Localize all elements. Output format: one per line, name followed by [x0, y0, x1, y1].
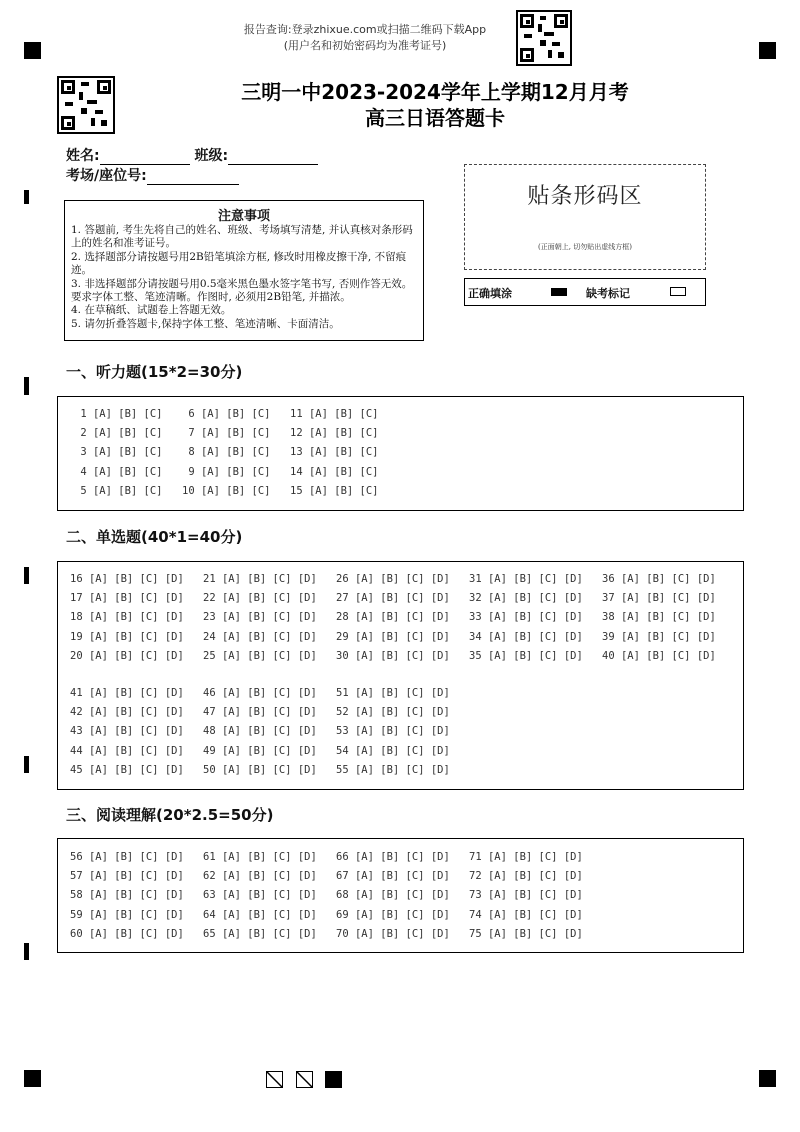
answer-row-q38[interactable]: 38 [A] [B] [C] [D] — [602, 611, 716, 624]
notice-box — [64, 200, 424, 341]
seat-row — [66, 165, 239, 185]
notice-item: 1. 答题前, 考生先将自己的姓名、班级、考场填写清楚, 并认真核对条形码上的姓名和准考证号。 — [71, 224, 413, 250]
answer-row-q32[interactable]: 32 [A] [B] [C] [D] — [469, 592, 583, 605]
answer-row-q43[interactable]: 43 [A] [B] [C] [D] — [70, 725, 184, 738]
section-title-single-choice: 二、单选题(40*1=40分) — [66, 528, 243, 546]
answer-row-q8[interactable]: 8 [A] [B] [C] — [182, 446, 271, 459]
answer-row-q20[interactable]: 20 [A] [B] [C] [D] — [70, 649, 184, 662]
answer-row-q22[interactable]: 22 [A] [B] [C] [D] — [203, 592, 317, 605]
fill-legend — [464, 278, 706, 306]
answer-row-q45[interactable]: 45 [A] [B] [C] [D] — [70, 763, 184, 776]
login-hint-line: (用户名和初始密码均为准考证号) — [283, 39, 447, 52]
notice-item: 2. 选择题部分请按题号用2B铅笔填涂方框, 修改时用橡皮擦干净, 不留痕迹。 — [71, 250, 407, 277]
answer-row-q7[interactable]: 7 [A] [B] [C] — [182, 427, 271, 440]
answer-row-q26[interactable]: 26 [A] [B] [C] [D] — [336, 573, 450, 585]
answer-row-q29[interactable]: 29 [A] [B] [C] [D] — [336, 630, 450, 643]
answer-row-q12[interactable]: 12 [A] [B] [C] — [290, 427, 379, 440]
answer-row-q68[interactable]: 68 [A] [B] [C] [D] — [336, 889, 450, 902]
report-query-line: 报告查询:登录zhixue.com或扫描二维码下载App — [243, 23, 487, 36]
answer-row-q37[interactable]: 37 [A] [B] [C] [D] — [602, 592, 716, 605]
answer-row-q15[interactable]: 15 [A] [B] [C] — [290, 484, 379, 497]
answer-row-q50[interactable]: 50 [A] [B] [C] [D] — [203, 763, 317, 776]
answer-row-q69[interactable]: 69 [A] [B] [C] [D] — [336, 908, 450, 921]
exam-title: 三明一中2023-2024学年上学期12月月考 — [241, 80, 629, 104]
side-mark — [24, 190, 29, 204]
crossed-square-icon — [296, 1071, 313, 1088]
answer-row-q31[interactable]: 31 [A] [B] [C] [D] — [469, 573, 583, 585]
answer-row-q57[interactable]: 57 [A] [B] [C] [D] — [70, 870, 184, 883]
absent-mark-label: 缺考标记 — [586, 287, 630, 300]
name-field[interactable] — [100, 150, 190, 165]
name-class-row — [66, 145, 318, 165]
answer-row-q56[interactable]: 56 [A] [B] [C] [D] — [70, 851, 184, 863]
answer-row-q75[interactable]: 75 [A] [B] [C] [D] — [469, 927, 583, 940]
class-field[interactable] — [228, 150, 318, 165]
section-title-reading: 三、阅读理解(20*2.5=50分) — [66, 806, 274, 824]
answer-row-q59[interactable]: 59 [A] [B] [C] [D] — [70, 908, 184, 921]
answer-row-q74[interactable]: 74 [A] [B] [C] [D] — [469, 908, 583, 921]
absent-mark-box[interactable] — [670, 287, 686, 296]
answer-row-q13[interactable]: 13 [A] [B] [C] — [290, 446, 379, 459]
answer-row-q16[interactable]: 16 [A] [B] [C] [D] — [70, 573, 184, 585]
answer-row-q9[interactable]: 9 [A] [B] [C] — [182, 465, 271, 478]
answer-row-q4[interactable]: 4 [A] [B] [C] — [74, 465, 163, 478]
corner-mark-bottom-left — [24, 1070, 41, 1087]
answer-row-q48[interactable]: 48 [A] [B] [C] [D] — [203, 725, 317, 738]
barcode-label: 贴条形码区 — [527, 184, 643, 209]
crossed-square-icon — [266, 1071, 283, 1088]
answer-row-q46[interactable]: 46 [A] [B] [C] [D] — [203, 687, 317, 699]
answer-row-q42[interactable]: 42 [A] [B] [C] [D] — [70, 706, 184, 719]
answer-row-q58[interactable]: 58 [A] [B] [C] [D] — [70, 889, 184, 902]
name-label: 姓名: — [66, 148, 100, 164]
answer-row-q47[interactable]: 47 [A] [B] [C] [D] — [203, 706, 317, 719]
corner-mark-top-right — [759, 42, 776, 59]
answer-row-q62[interactable]: 62 [A] [B] [C] [D] — [203, 870, 317, 883]
notice-heading: 注意事项 — [217, 209, 270, 224]
answer-row-q33[interactable]: 33 [A] [B] [C] [D] — [469, 611, 583, 624]
answer-row-q2[interactable]: 2 [A] [B] [C] — [74, 427, 163, 440]
answer-row-q39[interactable]: 39 [A] [B] [C] [D] — [602, 630, 716, 643]
card-title: 高三日语答题卡 — [365, 106, 505, 130]
side-mark — [24, 943, 29, 960]
answer-row-q11[interactable]: 11 [A] [B] [C] — [290, 408, 379, 420]
side-mark — [24, 377, 29, 395]
answer-row-q25[interactable]: 25 [A] [B] [C] [D] — [203, 649, 317, 662]
answer-row-q27[interactable]: 27 [A] [B] [C] [D] — [336, 592, 450, 605]
answer-row-q36[interactable]: 36 [A] [B] [C] [D] — [602, 573, 716, 585]
notice-item: 3. 非选择题部分请按题号用0.5毫米黑色墨水签字笔书写, 否则作答无效。要求字体工整、笔迹清晰。作图时, 必须用2B铅笔, 并描浓。 — [71, 277, 413, 304]
answer-row-q53[interactable]: 53 [A] [B] [C] [D] — [336, 725, 450, 738]
answer-row-q70[interactable]: 70 [A] [B] [C] [D] — [336, 927, 450, 940]
barcode-area[interactable] — [464, 164, 706, 270]
answer-row-q65[interactable]: 65 [A] [B] [C] [D] — [203, 927, 317, 940]
answer-row-q72[interactable]: 72 [A] [B] [C] [D] — [469, 870, 583, 883]
notice-item: 4. 在草稿纸、试题卷上答题无效。 — [71, 304, 232, 317]
answer-row-q24[interactable]: 24 [A] [B] [C] [D] — [203, 630, 317, 643]
answer-row-q18[interactable]: 18 [A] [B] [C] [D] — [70, 611, 184, 624]
seat-label: 考场/座位号: — [66, 168, 147, 184]
report-query-note — [200, 22, 530, 54]
answer-row-q28[interactable]: 28 [A] [B] [C] [D] — [336, 611, 450, 624]
answer-row-q73[interactable]: 73 [A] [B] [C] [D] — [469, 889, 583, 902]
answer-row-q10[interactable]: 10 [A] [B] [C] — [182, 484, 271, 497]
section-title-listening: 一、听力题(15*2=30分) — [66, 363, 243, 381]
notice-item: 5. 请勿折叠答题卡,保持字体工整、笔迹清晰、卡面清洁。 — [71, 317, 340, 330]
answer-row-q49[interactable]: 49 [A] [B] [C] [D] — [203, 744, 317, 757]
answer-row-q41[interactable]: 41 [A] [B] [C] [D] — [70, 687, 184, 699]
answer-row-q52[interactable]: 52 [A] [B] [C] [D] — [336, 706, 450, 719]
answer-row-q60[interactable]: 60 [A] [B] [C] [D] — [70, 927, 184, 940]
answer-row-q71[interactable]: 71 [A] [B] [C] [D] — [469, 851, 583, 863]
answer-row-q61[interactable]: 61 [A] [B] [C] [D] — [203, 851, 317, 863]
corner-mark-bottom-right — [759, 1070, 776, 1087]
answer-row-q63[interactable]: 63 [A] [B] [C] [D] — [203, 889, 317, 902]
answer-row-q17[interactable]: 17 [A] [B] [C] [D] — [70, 592, 184, 605]
seat-field[interactable] — [147, 170, 239, 185]
filled-square-mark — [325, 1071, 342, 1088]
answer-row-q21[interactable]: 21 [A] [B] [C] [D] — [203, 573, 317, 585]
answer-row-q5[interactable]: 5 [A] [B] [C] — [74, 484, 163, 497]
answer-row-q34[interactable]: 34 [A] [B] [C] [D] — [469, 630, 583, 643]
correct-fill-label: 正确填涂 — [468, 287, 512, 300]
answer-row-q30[interactable]: 30 [A] [B] [C] [D] — [336, 649, 450, 662]
answer-row-q54[interactable]: 54 [A] [B] [C] [D] — [336, 744, 450, 757]
answer-row-q1[interactable]: 1 [A] [B] [C] — [74, 408, 163, 420]
barcode-hint: (正面朝上, 切勿贴出虚线方框) — [538, 243, 632, 251]
answer-row-q66[interactable]: 66 [A] [B] [C] [D] — [336, 851, 450, 863]
answer-row-q55[interactable]: 55 [A] [B] [C] [D] — [336, 763, 450, 776]
answer-row-q23[interactable]: 23 [A] [B] [C] [D] — [203, 611, 317, 624]
answer-row-q35[interactable]: 35 [A] [B] [C] [D] — [469, 649, 583, 662]
answer-row-q14[interactable]: 14 [A] [B] [C] — [290, 465, 379, 478]
qr-code-icon — [516, 10, 572, 66]
answer-row-q44[interactable]: 44 [A] [B] [C] [D] — [70, 744, 184, 757]
answer-row-q67[interactable]: 67 [A] [B] [C] [D] — [336, 870, 450, 883]
answer-row-q40[interactable]: 40 [A] [B] [C] [D] — [602, 649, 716, 662]
answer-row-q64[interactable]: 64 [A] [B] [C] [D] — [203, 908, 317, 921]
answer-row-q3[interactable]: 3 [A] [B] [C] — [74, 446, 163, 459]
class-label: 班级: — [194, 148, 229, 164]
answer-row-q6[interactable]: 6 [A] [B] [C] — [182, 408, 271, 420]
corner-mark-top-left — [24, 42, 41, 59]
qr-code-icon — [57, 76, 115, 134]
side-mark — [24, 567, 29, 584]
correct-fill-sample-icon — [551, 288, 567, 296]
answer-row-q19[interactable]: 19 [A] [B] [C] [D] — [70, 630, 184, 643]
answer-row-q51[interactable]: 51 [A] [B] [C] [D] — [336, 687, 450, 699]
side-mark — [24, 756, 29, 773]
